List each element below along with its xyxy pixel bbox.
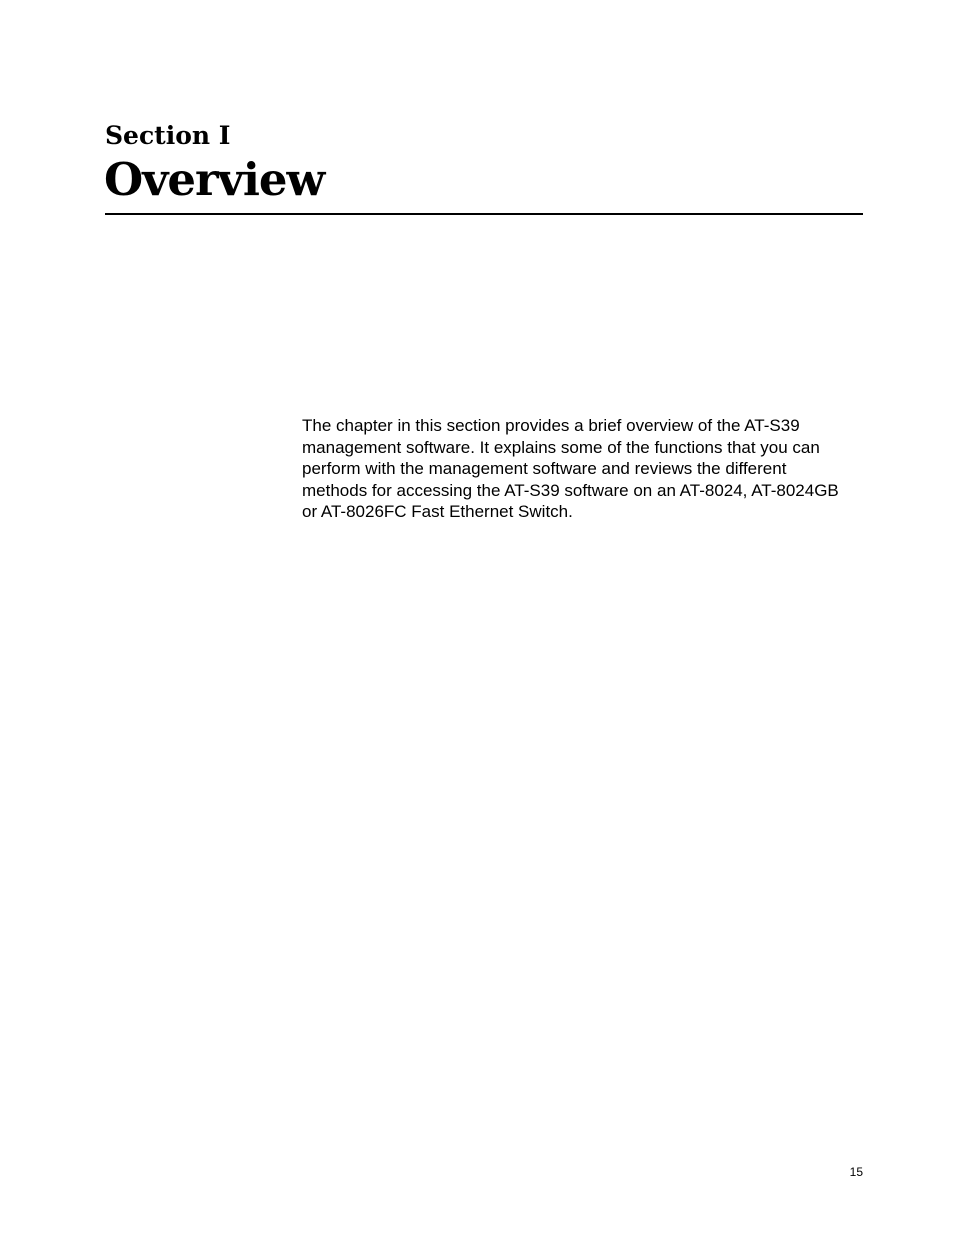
intro-paragraph	[302, 415, 868, 523]
intro-line: methods for accessing the AT-S39 software on an AT-8024, AT-8024GB	[302, 480, 839, 500]
section-label: Section I	[105, 121, 231, 150]
page-number: 15	[849, 1165, 863, 1179]
title-divider	[105, 213, 863, 215]
intro-line: or AT-8026FC Fast Ethernet Switch.	[302, 502, 573, 522]
intro-line: The chapter in this section provides a brief overview of the AT-S39	[302, 416, 800, 435]
intro-line: perform with the management software and reviews the different	[302, 459, 787, 479]
intro-line: management software. It explains some of the functions that you can	[302, 437, 820, 457]
section-title: Overview	[104, 153, 325, 206]
